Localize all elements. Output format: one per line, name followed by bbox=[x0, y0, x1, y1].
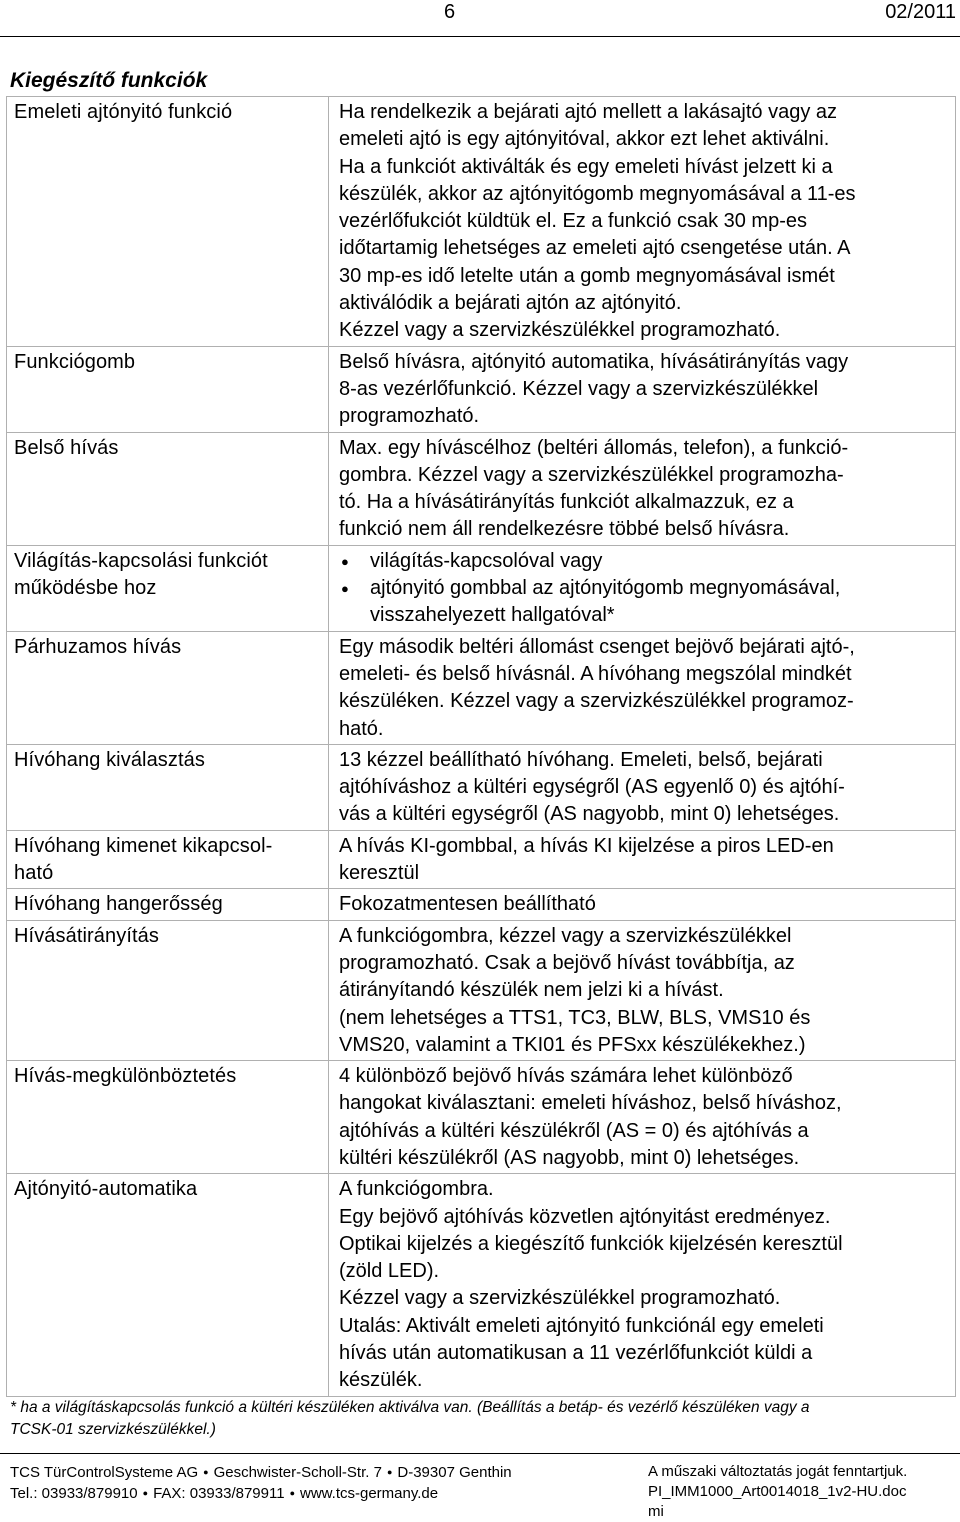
function-name: Hívásátirányítás bbox=[14, 924, 159, 947]
function-description: Max. egy híváscélhoz (beltéri állomás, telefon), a funkció- bbox=[339, 436, 849, 459]
table-row bbox=[7, 346, 956, 432]
function-description: 4 különböző bejövő hívás számára lehet különböző bbox=[339, 1065, 793, 1088]
bullet-separator-icon: ● bbox=[386, 1467, 393, 1477]
page-header bbox=[0, 0, 960, 37]
bullet-separator-icon: ● bbox=[203, 1467, 209, 1477]
function-name: Hívóhang kimenet kikapcsol- bbox=[14, 834, 273, 857]
function-table-body bbox=[7, 97, 956, 1397]
footer-rights: A műszaki változtatás jogát fenntartjuk. bbox=[648, 1463, 908, 1480]
function-description-cell bbox=[329, 432, 956, 545]
function-name-cell bbox=[7, 346, 329, 432]
table-row bbox=[7, 744, 956, 830]
function-name-cell bbox=[7, 920, 329, 1060]
function-name-cell bbox=[7, 97, 329, 347]
function-name-cell bbox=[7, 744, 329, 830]
footer-company: TCS TürControlSysteme AG bbox=[10, 1464, 199, 1481]
function-description: Kézzel vagy a szervizkészülékkel programozható. bbox=[339, 319, 781, 342]
function-name-cell bbox=[7, 1061, 329, 1174]
function-description: Ha rendelkezik a bejárati ajtó mellett a lakásajtó vagy az bbox=[339, 101, 838, 123]
footnote-line-1: * ha a világításkapcsolás funkció a kültéri készüléken aktiválva van. (Beállítás a betáp- és vezérlő készüléken vagy a bbox=[10, 1399, 810, 1416]
table-row bbox=[7, 97, 956, 347]
page-footer bbox=[0, 1453, 960, 1520]
page-number: 6 bbox=[444, 1, 456, 23]
function-description: tó. Ha a hívásátirányítás funkciót alkalmazzuk, ez a bbox=[339, 491, 794, 514]
function-description: ajtóhíváshoz a kültéri egységről (AS egyenlő 0) és ajtóhí- bbox=[339, 776, 845, 799]
function-description: átirányítandó készülék nem jelzi ki a hívást. bbox=[339, 979, 724, 1002]
table-row bbox=[7, 1061, 956, 1174]
function-name: Belső hívás bbox=[14, 436, 119, 459]
function-description: hívás után automatikusan a 11 vezérlőfunkciót küldi a bbox=[339, 1342, 813, 1365]
section-title: Kiegészítő funkciók bbox=[10, 69, 208, 92]
function-description: 30 mp-es idő letelte után a gomb megnyomásával ismét bbox=[339, 264, 835, 287]
function-name-cell bbox=[7, 432, 329, 545]
function-description: (zöld LED). bbox=[339, 1260, 440, 1283]
bullet-separator-icon: ● bbox=[289, 1488, 295, 1498]
function-description: vezérlőfukciót küldtük el. Ez a funkció csak 30 mp-es bbox=[339, 210, 807, 233]
list-item-text: visszahelyezett hallgatóval* bbox=[370, 604, 615, 627]
table-row bbox=[7, 889, 956, 920]
function-description: időtartamig lehetséges az emeleti ajtó csengetése után. A bbox=[339, 237, 851, 260]
function-description: A funkciógombra. bbox=[339, 1178, 494, 1201]
footnote-line-2: TCSK-01 szervizkészülékkel.) bbox=[10, 1421, 216, 1438]
function-description: Egy második beltéri állomást csenget bejövő bejárati ajtó-, bbox=[339, 635, 855, 658]
function-name-cell bbox=[7, 1174, 329, 1396]
function-description: hangokat kiválasztani: emeleti híváshoz, belső híváshoz, bbox=[339, 1092, 842, 1115]
document-date: 02/2011 bbox=[885, 1, 956, 23]
footer-website: www.tcs-germany.de bbox=[300, 1485, 439, 1502]
function-name-cell bbox=[7, 889, 329, 920]
table-row bbox=[7, 545, 956, 631]
footer-doc-id: PI_IMM1000_Art0014018_1v2-HU.doc bbox=[648, 1483, 907, 1500]
function-name: Hívóhang hangerősség bbox=[14, 893, 223, 916]
function-name: Funkciógomb bbox=[14, 350, 136, 373]
function-name: Párhuzamos hívás bbox=[14, 635, 182, 658]
function-name-cell bbox=[7, 631, 329, 744]
function-description: programozható. bbox=[339, 405, 480, 428]
function-description: emeleti- és belső hívásnál. A hívóhang megszólal mindkét bbox=[339, 662, 852, 685]
function-description: készülék, akkor az ajtónyitógomb megnyomásával a 11-es bbox=[339, 182, 856, 205]
function-description-cell bbox=[329, 631, 956, 744]
list-item-text: ● világítás-kapcsolóval vagy bbox=[370, 549, 603, 572]
function-name: Hívás-megkülönböztetés bbox=[14, 1065, 237, 1088]
function-name: ható bbox=[14, 862, 54, 885]
function-description: Belső hívásra, ajtónyitó automatika, hívásátirányítás vagy bbox=[339, 350, 849, 373]
function-description: programozható. Csak a bejövő hívást továbbítja, az bbox=[339, 951, 795, 974]
footnote bbox=[10, 1397, 950, 1441]
function-name: Ajtónyitó-automatika bbox=[14, 1178, 198, 1201]
footer-phone-line bbox=[10, 1483, 512, 1504]
list-item bbox=[339, 548, 951, 575]
list-item-text: ● ajtónyitó gombbal az ajtónyitógomb megnyomásával, bbox=[370, 577, 841, 600]
function-description: Fokozatmentesen beállítható bbox=[339, 893, 596, 916]
function-description: 8-as vezérlőfunkció. Kézzel vagy a szervizkészülékkel bbox=[339, 377, 819, 400]
footer-doc-id-suffix: mi bbox=[648, 1503, 664, 1520]
footer-tel: Tel.: 03933/879910 bbox=[10, 1485, 138, 1502]
function-description-cell bbox=[329, 1061, 956, 1174]
function-description: gombra. Kézzel vagy a szervizkészülékkel programozha- bbox=[339, 463, 844, 486]
function-description: Egy bejövő ajtóhívás közvetlen ajtónyitást eredményez. bbox=[339, 1205, 831, 1228]
footer-legal bbox=[648, 1462, 907, 1522]
function-description: Ha a funkciót aktiválták és egy emeleti hívást jelzett ki a bbox=[339, 155, 833, 178]
function-description-cell bbox=[329, 1174, 956, 1396]
table-row bbox=[7, 830, 956, 889]
function-description: Kézzel vagy a szervizkészülékkel programozható. bbox=[339, 1287, 781, 1310]
function-description: készülék. bbox=[339, 1369, 423, 1392]
function-description: funkció nem áll rendelkezésre többé belső hívásra. bbox=[339, 518, 790, 541]
function-description: aktiválódik a bejárati ajtón az ajtónyitó. bbox=[339, 292, 682, 315]
function-description: ható. bbox=[339, 717, 384, 740]
function-name: működésbe hoz bbox=[14, 577, 157, 600]
function-description: vás a kültéri egységről (AS nagyobb, mint 0) lehetséges. bbox=[339, 803, 840, 826]
table-row bbox=[7, 1174, 956, 1396]
function-name: Világítás-kapcsolási funkciót bbox=[14, 549, 268, 572]
footer-street: Geschwister-Scholl-Str. 7 bbox=[213, 1464, 382, 1481]
function-description-cell bbox=[329, 97, 956, 347]
function-description: A hívás KI-gombbal, a hívás KI kijelzése a piros LED-en bbox=[339, 834, 834, 857]
function-name: Hívóhang kiválasztás bbox=[14, 748, 205, 771]
function-description-cell bbox=[329, 744, 956, 830]
function-description-cell bbox=[329, 920, 956, 1060]
function-description: VMS20, valamint a TKI01 és PFSxx készülékekhez.) bbox=[339, 1033, 806, 1056]
footer-address-line bbox=[10, 1462, 512, 1483]
function-name: Emeleti ajtónyitó funkció bbox=[14, 101, 233, 123]
table-row bbox=[7, 432, 956, 545]
bullet-separator-icon: ● bbox=[142, 1488, 149, 1498]
function-description: keresztül bbox=[339, 862, 420, 885]
function-description: kültéri készülékről (AS nagyobb, mint 0) lehetséges. bbox=[339, 1146, 800, 1169]
function-description: emeleti ajtó is egy ajtónyitóval, akkor ezt lehet aktiválni. bbox=[339, 128, 830, 151]
bullet-list bbox=[339, 548, 951, 630]
footer-fax: FAX: 03933/879911 bbox=[153, 1485, 285, 1502]
footer-city: D-39307 Genthin bbox=[397, 1464, 512, 1481]
footer-contact bbox=[10, 1462, 512, 1504]
function-description-cell bbox=[329, 830, 956, 889]
function-description-cell bbox=[329, 889, 956, 920]
function-description: (nem lehetséges a TTS1, TC3, BLW, BLS, VMS10 és bbox=[339, 1006, 811, 1029]
list-item bbox=[339, 575, 951, 630]
function-description: ajtóhívás a kültéri készülékről (AS = 0) és ajtóhívás a bbox=[339, 1119, 809, 1142]
function-name-cell bbox=[7, 830, 329, 889]
function-name-cell bbox=[7, 545, 329, 631]
table-row bbox=[7, 631, 956, 744]
table-row bbox=[7, 920, 956, 1060]
function-description: Utalás: Aktivált emeleti ajtónyitó funkciónál egy emeleti bbox=[339, 1314, 824, 1337]
function-table bbox=[6, 96, 956, 1397]
function-description: Optikai kijelzés a kiegészítő funkciók kijelzésén keresztül bbox=[339, 1232, 843, 1255]
function-description: készüléken. Kézzel vagy a szervizkészülékkel programoz- bbox=[339, 690, 854, 713]
function-description: 13 kézzel beállítható hívóhang. Emeleti, belső, bejárati bbox=[339, 748, 823, 771]
function-description-cell bbox=[329, 346, 956, 432]
function-description: A funkciógombra, kézzel vagy a szervizkészülékkel bbox=[339, 924, 792, 947]
function-description-cell bbox=[329, 545, 956, 631]
